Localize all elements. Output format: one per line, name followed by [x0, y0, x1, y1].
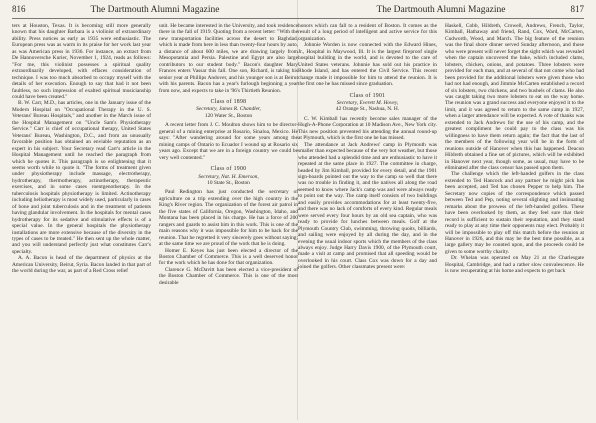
paragraph: B. W. Carr, M.D., has articles, one in the January issue of the Modern Hospital on "Occupational Therapy in the U. S. Veterans' Bureau Hospitals," and another in the March issue of the Hospital Management on "Uncle Sam's Physiotherapy Service." Carr is chief of occupational therapy, United States Veterans' Bureau, Washington, D.C., and from an unusually favorable position has obtained an enviable reputation as an expert in his subject. Your Secretary read Carr's article in the Hospital Management until he reached the paragraph from which he quotes it. This paragraph is so enlightening that it seems worth while to quote it. "The forms of treatment given under physiotherapy include massage, electrotherapy, hydrotherapy, thermotherapy, actinotherapy, therapeutic exercises, and in some cases roentgenotherapy. In the tuberculosis hospitals physiotherapy is limited. Actinotherapy including heliotherapy is most widely used, particularly in cases of bone and joint tuberculosis and in the treatment of patients having glandular involvement. In the hospitals for mental cases hydrotherapy for its sedative and stimulative effects is of a special value. In the general hospitals the physiotherapy installations are more extensive because of the diversity in the types of cases to be treated." He then sent up the whole matter, and you will understand perfectly just what constitutes Carr's specialty. — [12, 100, 151, 255]
class-heading: Class of 1898 — [210, 98, 247, 105]
class-heading: Class of 1901 — [349, 92, 386, 99]
class-section-1901 — [298, 93, 437, 271]
class-section-1900 — [159, 166, 298, 286]
right-page — [298, 0, 596, 420]
class-heading: Class of 1900 — [210, 166, 247, 173]
left-col-1 — [12, 23, 151, 423]
paragraph: Johnnie Worden is now connected with the Edward Hines, Jr., Hospital in Maywood, Ill. It is the largest fireproof single hospital building in the world, and is devoted to the care of United States veterans. Johnnie has sold out his practice in Rhode Island, and has entered the Civil Service. This recent change made it impossible for him to attend the reunion. It is the first one he has missed since graduation. — [298, 42, 437, 88]
paragraph: A recent letter from J. C. Moulton shows him to be director-general of a mining enterprise at Rosario, Sinaloa, Mexico. He says: "After wandering around for some years among the mining camps of Ontario to Ecuador I wound up at Rosario six years ago. Except that we are in a foreign country we could be very well contented." — [159, 122, 298, 161]
left-page — [0, 0, 298, 420]
class-secretary: Secretary, James R. Chandler, — [196, 106, 261, 113]
right-running-head: The Dartmouth Alumni Magazine — [376, 5, 506, 15]
paragraph: The attendance at Jack Andrews' camp in Plymouth was smaller than expected because of the very hot weather, but those who attended had a splendid time and are enthusiastic to have it repeated at the same place in 1927. The committee in charge, headed by Jim Kimball, provided for every detail, and the 1901 sign-boards pointed out the way to the camp so well that there was no trouble in finding it, and the natives all along the road seemed to know where Jack's camp was and were always ready to point out the way. The camp itself consists of two buildings and easily provides accommodations for at least twenty-five, and there was no lack of comforts of every kind. Regular meals were served every four hours by an old sea captain, who was ready to provide for lunches between meals. Golf at the Plymouth Country Club, swimming, throwing quoits, billiards, and sailing were enjoyed by all during the day, and in the evening the usual indoor sports which the members of the class always enjoy. Judge Harry Davis 1900, of the Plymouth court, made a visit at camp and promised that all speeding would be overlooked in his court. Class Cox was down for a day and joined the golfers. Other classmates present were: — [298, 141, 437, 271]
paragraph: honors which can fall to a resident of Boston. It comes as the result of a long period of intelligent and active service for this organization. — [298, 23, 437, 42]
class-address: 10 State St., Boston — [207, 179, 250, 186]
left-running-head: The Dartmouth Alumni Magazine — [90, 5, 220, 15]
paragraph: unit. He became interested in the University, and took residence there in the fall of 1919. Quoting from a recent letter: "With the new transportation facilities across the desert to Baghdad, which is made from here in less than twenty-four hours by auto, a distance of about 600 miles, we are drawing largely from Mesopotamia and Persia. Palestine and Egypt are also large contributors to our student body." Bacon's daughter Mary Frances enters Vassar this fall. One son, Richard, is taking his senior year at Phillips Andover, and his younger son is at Beirut with his parents. Bacon has a year's furlough beginning a year from now, and expects to take in '96's Thirtieth Reunion. — [159, 23, 298, 94]
paragraph: Haskell, Cobb, Hildreth, Crowell, Andrews, French, Taylor, Kimball, Hathaway and friend, Rand, Cox, Ward, McCarten, Cudworth, Wood, and March. The big feature of the reunion was the final shore dinner served Sunday afternoon, and those who were present will never forget the sight which was revealed when the captain uncovered the bake, which included clams, lobsters, chicken, onions, and potatoes. Three lobsters were provided for each man, and at several of that not come who had been provided for the additional lobsters were given those who had not had enough, and Jimmie McCarten established a record of six lobsters, two chickens, and two bushels of clams. He also was caught taking two more lobsters to eat on the way home. The reunion was a grand success and everyone enjoyed it to the limit, and it was agreed to return to the same camp in 1927, when a larger attendance will be expected. A vote of thanks was extended to Jack Andrews for the use of his camp, and the greatest compliment he could pay to the class was his willingness to have them return again; the fact that the last of the members of the following year will be in the form of reunions outside of Hanover when this has happened. Deacon Hildreth obtained a fine set of pictures, which will be exhibited in Hanover next year, though some, as usual, may have to be eliminated after the class censor has passed upon them. — [445, 23, 584, 171]
right-page-number: 817 — [570, 4, 584, 14]
left-col-2 — [159, 23, 298, 423]
paragraph: Homer E. Keyes has just been elected a director of the Boston Chamber of Commerce. This is a well deserved honor for the work which he has done for that organization. — [159, 247, 298, 267]
paragraph: ters at Houston, Texas. It is becoming still more generally known that his daughter Barbara is a violinist of extraordinary ability. Press notices as early as 1935 were enthusiastic. The European press was as warm in its praise for her work last year as was American press in 1936. For instance, an extract from De Hannoversche Kurier, November 1, 1924, reads as follows: "For me, this violinist possesses a spiritual quality extraordinarily developed, with effaces consideration of technique. I was too much absorbed to occupy myself with the details of her execution. Enough to say that had it not been faultless, no such impression of exalted spiritual musicianship could have been created." — [12, 23, 151, 100]
right-header — [298, 4, 584, 19]
left-header — [12, 4, 298, 19]
paragraph: C. W. Kimball has recently become sales manager of the Hugh-A-Phone Corporation at 10 Madison Ave., New York city. This new position prevented his attending the annual round-up at Plymouth, which is the first one he has missed. — [298, 115, 437, 142]
paragraph: Paul Redington has just conducted the secretary of agriculture on a trip extending over the high country in the King's River region. The organization of the forest air patrol in the five states of California, Oregon, Washington, Idaho, and Montana has been placed in his charge. He has a force of 200 rangers and guards to assist him in this work. This is one of the main reasons why it was impossible for him to be back for the reunion. That he regretted it very sincerely goes without saying; at the same time we are proud of the work that he is doing. — [159, 189, 298, 248]
left-page-number: 816 — [12, 4, 26, 14]
paragraph: A. A. Bacon is head of the department of physics at the American University, Beirut, Syria. Bacon landed in that part of the world during the war, as part of a Red Cross relief — [12, 255, 151, 275]
class-secretary: Secretary, Nat. H. Emerson, — [198, 173, 259, 180]
class-address: 120 Water St., Boston — [204, 112, 253, 119]
class-section-1898 — [159, 99, 298, 161]
right-columns — [298, 23, 584, 423]
paragraph: The challenge which the left-handed golfers in the class extended to Ted Hancock and any partner he might pick has been accepted, and Ted has chosen Pepper to help him. The Secretary now copies of the correspondence which passed between Ted and Pep, noting several slighting and insinuating remarks about the prowess of the left-handed golfers. These have been overlooked by them, as they feel sure that their record is sufficient to sustain their reputation, and they stand ready to play at any time their opponents may elect. Probably it will be impossible to play off this match before the reunion at Hanover in 1926, and this may be the best time possible, as a large gallery may be counted upon, and the proceeds could be given to some worthy charity. — [445, 171, 584, 255]
right-col-2 — [445, 23, 584, 423]
paragraph: Clarence G. McDavitt has been elected a vice-president of the Boston Chamber of Commerce. This is one of the most desirable — [159, 266, 298, 286]
class-address: 42 Orange St., Nashua, N. H. — [335, 106, 400, 113]
paragraph: Dr. Whelan was operated on May 21 at the Charlesgate Hospital, Cambridge, and had a rather slow convalescence. He is now recuperating at his home and expects to get back — [445, 255, 584, 275]
right-col-1 — [298, 23, 437, 423]
left-columns — [12, 23, 298, 423]
class-secretary: Secretary, Everett M. Hovey, — [336, 99, 399, 106]
